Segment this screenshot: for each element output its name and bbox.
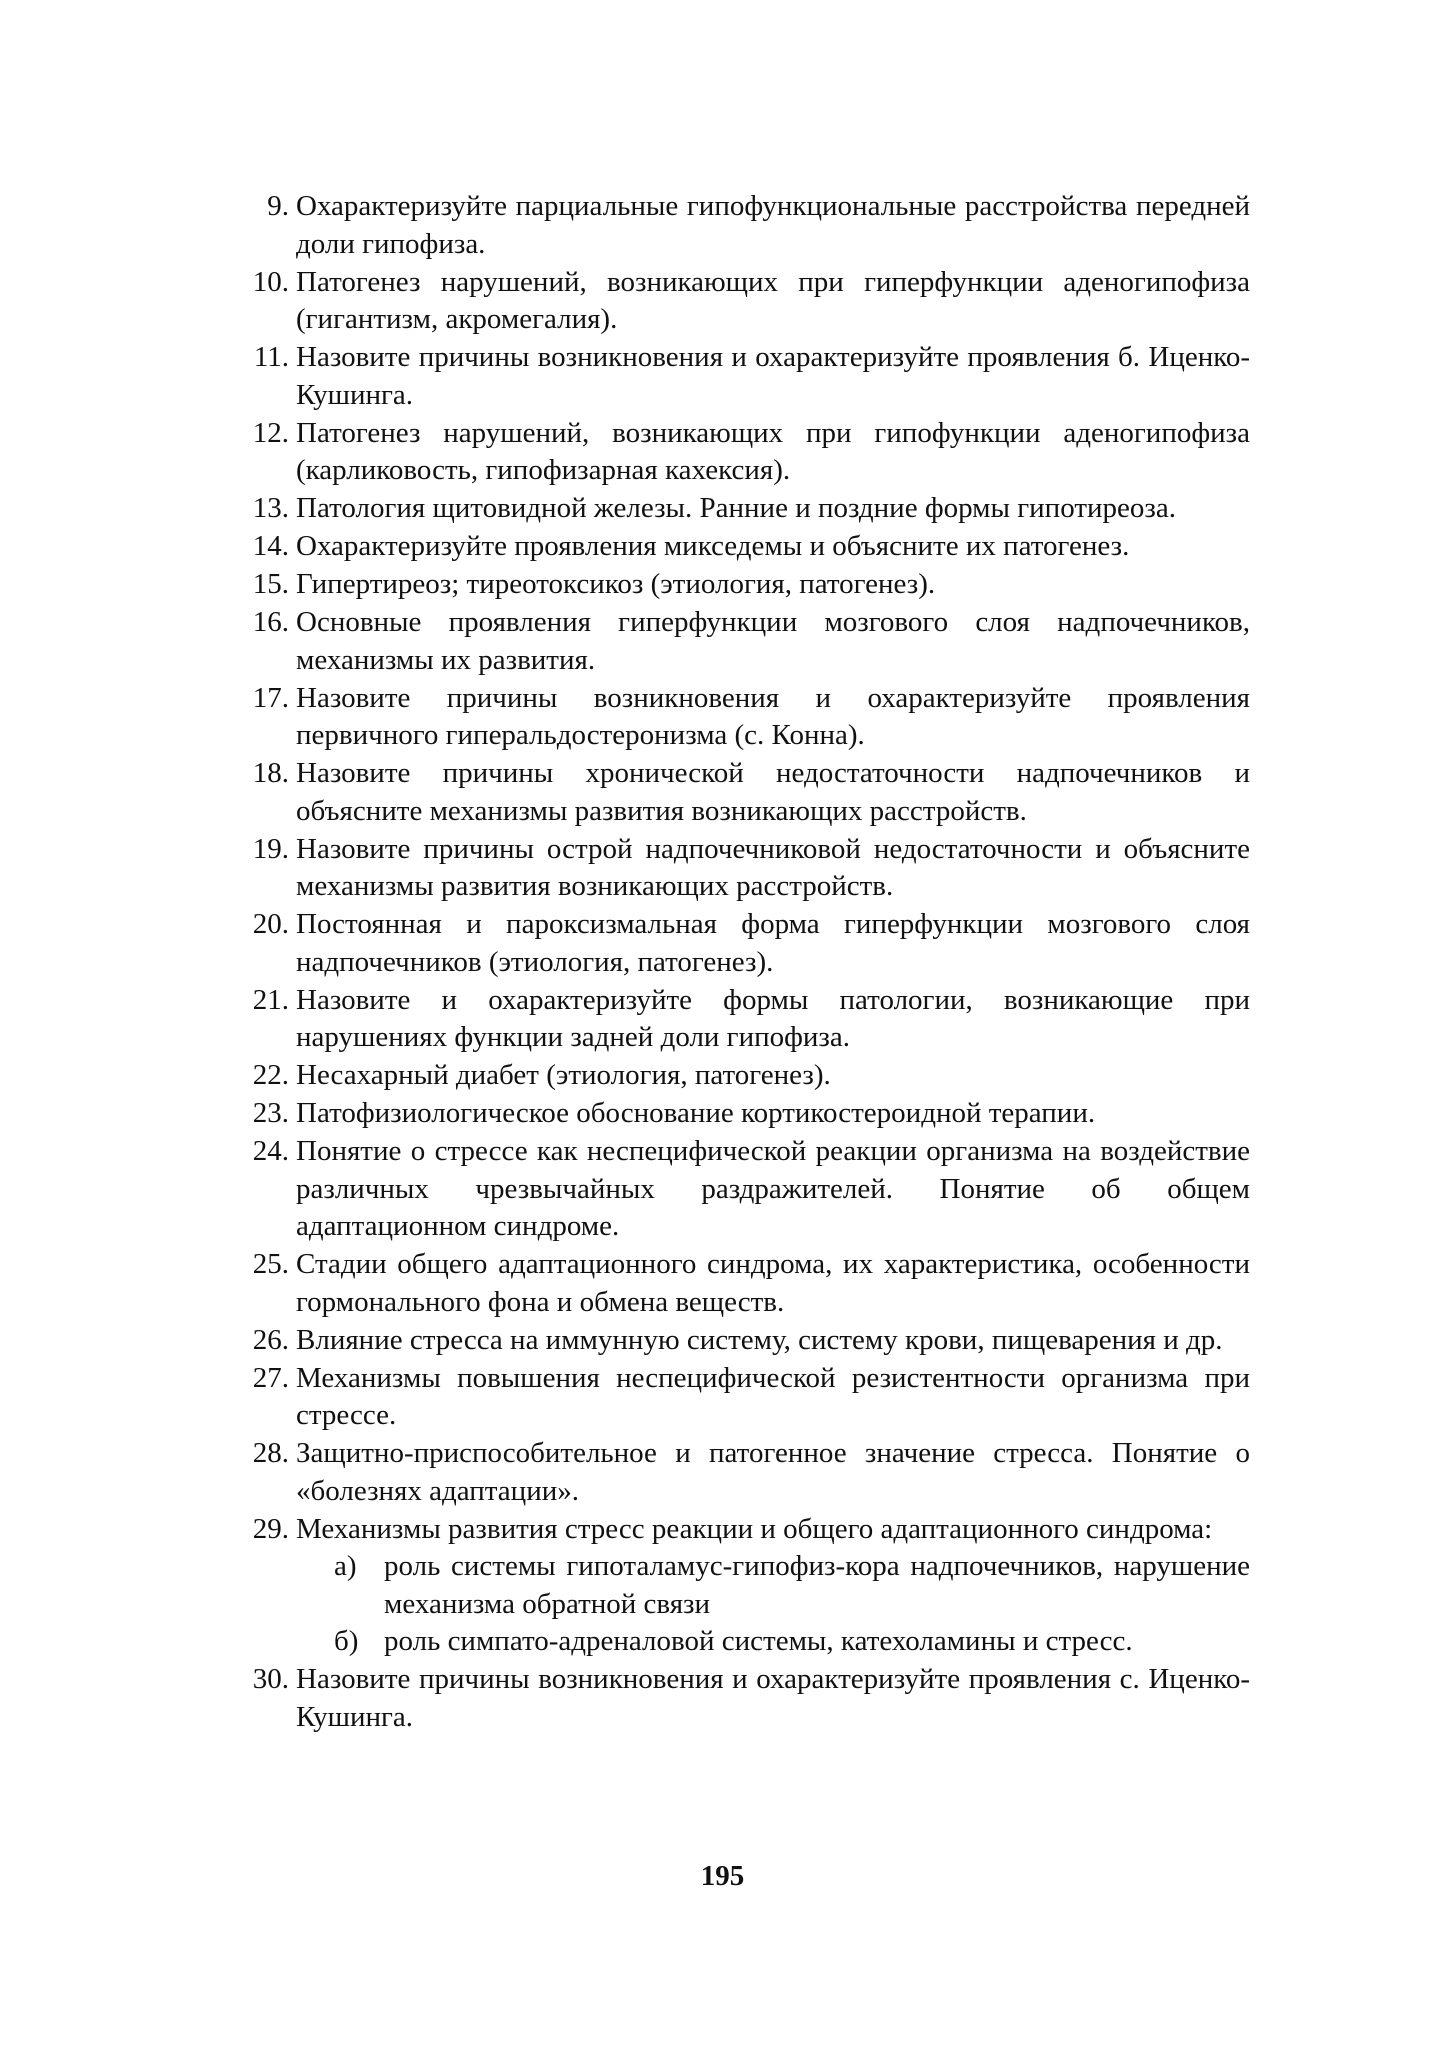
item-body [296, 1095, 1250, 1133]
list-item-20 [238, 906, 1250, 981]
item-text: Стадии общего адаптационного синдрома, их характеристика, особенности гормонального фона и обмена веществ. [296, 1248, 1250, 1318]
item-number: 11. [253, 341, 289, 373]
item-body [296, 1057, 1250, 1095]
list-item-29 [238, 1511, 1250, 1661]
item-text: Несахарный диабет (этиология, патогенез). [296, 1059, 831, 1091]
question-list-container [238, 188, 1250, 1737]
list-item-13 [238, 490, 1250, 528]
item-number: 9. [267, 190, 289, 222]
item-text: Понятие о стрессе как неспецифической реакции организма на воздействие различных чрезвычайных раздражителей. Понятие об общем адаптационном синдроме. [296, 1135, 1250, 1242]
list-item-17 [238, 680, 1250, 755]
item-text: Постоянная и пароксизмальная форма гиперфункции мозгового слоя надпочечников (этиология, патогенез). [296, 908, 1250, 978]
item-text: Охарактеризуйте парциальные гипофункциональные расстройства передней доли гипофиза. [296, 190, 1250, 260]
item-body [296, 1133, 1250, 1246]
sub-list [296, 1548, 1250, 1661]
item-number: 25. [252, 1248, 289, 1280]
item-number: 22. [252, 1059, 289, 1091]
item-body [296, 528, 1250, 566]
list-item-11 [238, 339, 1250, 414]
item-text: Охарактеризуйте проявления микседемы и объясните их патогенез. [296, 530, 1130, 562]
item-number: 17. [252, 681, 289, 714]
item-number: 26. [252, 1323, 289, 1356]
list-item-21 [238, 982, 1250, 1057]
list-item-15 [238, 566, 1250, 604]
item-text: Механизмы повышения неспецифической резистентности организма при стрессе. [296, 1361, 1250, 1431]
list-item-12 [238, 415, 1250, 490]
sub-item-letter: а) [334, 1550, 357, 1582]
page-number: 195 [700, 1860, 745, 1892]
sub-item-letter: б) [334, 1625, 359, 1657]
sub-item-a [334, 1548, 1250, 1623]
item-body [296, 490, 1250, 528]
item-body [296, 1661, 1250, 1736]
list-item-30 [238, 1661, 1250, 1736]
item-body [296, 1511, 1250, 1661]
item-body [296, 1435, 1250, 1510]
list-item-25 [238, 1246, 1250, 1321]
question-list [238, 188, 1250, 1736]
item-number: 27. [252, 1361, 289, 1394]
item-number: 10. [252, 265, 289, 298]
list-item-27 [238, 1360, 1250, 1435]
list-item-22 [238, 1057, 1250, 1095]
item-body [296, 339, 1250, 414]
item-body [296, 1246, 1250, 1321]
item-text: Патофизиологическое обоснование кортикостероидной терапии. [296, 1097, 1096, 1129]
item-text: Назовите причины возникновения и охарактеризуйте проявления с. Иценко-Кушинга. [296, 1663, 1250, 1733]
item-text: Назовите причины возникновения и охарактеризуйте проявления б. Иценко-Кушинга. [296, 341, 1250, 411]
item-number: 15. [252, 568, 289, 600]
item-number: 20. [252, 908, 289, 940]
item-body [296, 604, 1250, 679]
item-text: Назовите и охарактеризуйте формы патологии, возникающие при нарушениях функции задней доли гипофиза. [296, 983, 1250, 1053]
item-text: Патогенез нарушений, возникающих при гиперфункции аденогипофиза (гигантизм, акромегалия). [296, 265, 1250, 335]
item-body [296, 566, 1250, 604]
item-body [296, 1322, 1250, 1360]
list-item-24 [238, 1133, 1250, 1246]
item-body [296, 906, 1250, 981]
item-body [296, 264, 1250, 339]
item-text: Механизмы развития стресс реакции и общего адаптационного синдрома: [296, 1512, 1213, 1545]
item-body [296, 415, 1250, 490]
item-number: 19. [252, 832, 289, 865]
item-text: Влияние стресса на иммунную систему, систему крови, пищеварения и др. [296, 1323, 1223, 1356]
item-body [296, 755, 1250, 830]
sub-item-text: роль системы гипоталамус-гипофиз-кора надпочечников, нарушение механизма обратной связи [384, 1550, 1250, 1620]
list-item-10 [238, 264, 1250, 339]
item-text: Назовите причины возникновения и охарактеризуйте проявления первичного гиперальдостеронизма (с. Конна). [296, 681, 1250, 751]
item-number: 29. [252, 1512, 289, 1545]
list-item-26 [238, 1322, 1250, 1360]
list-item-19 [238, 831, 1250, 906]
item-text: Назовите причины хронической недостаточности надпочечников и объясните механизмы развития возникающих расстройств. [296, 757, 1250, 827]
item-number: 21. [252, 983, 289, 1016]
item-number: 14. [252, 530, 289, 562]
item-text: Гипертиреоз; тиреотоксикоз (этиология, патогенез). [296, 568, 936, 600]
item-body [296, 982, 1250, 1057]
item-body [296, 1360, 1250, 1435]
item-body [296, 680, 1250, 755]
item-number: 13. [252, 492, 289, 524]
list-item-9 [238, 188, 1250, 263]
item-number: 18. [252, 757, 289, 789]
item-text: Патология щитовидной железы. Ранние и поздние формы гипотиреоза. [296, 492, 1176, 524]
item-text: Защитно-приспособительное и патогенное значение стресса. Понятие о «болезнях адаптации». [296, 1437, 1250, 1507]
list-item-14 [238, 528, 1250, 566]
item-body [296, 831, 1250, 906]
list-item-28 [238, 1435, 1250, 1510]
item-number: 12. [252, 416, 289, 449]
list-item-23 [238, 1095, 1250, 1133]
list-item-18 [238, 755, 1250, 830]
item-body [296, 188, 1250, 263]
item-number: 28. [252, 1437, 289, 1469]
sub-item-b [334, 1623, 1250, 1661]
item-text: Патогенез нарушений, возникающих при гипофункции аденогипофиза (карликовость, гипофизарная кахексия). [296, 416, 1250, 486]
item-text: Основные проявления гиперфункции мозгового слоя надпочечников, механизмы их развития. [296, 606, 1250, 676]
sub-item-text: роль симпато-адреналовой системы, катехоламины и стресс. [384, 1625, 1133, 1657]
item-number: 23. [252, 1097, 289, 1129]
list-item-16 [238, 604, 1250, 679]
item-text: Назовите причины острой надпочечниковой недостаточности и объясните механизмы развития возникающих расстройств. [296, 832, 1250, 902]
item-number: 24. [252, 1135, 289, 1167]
item-number: 30. [252, 1663, 289, 1695]
item-number: 16. [252, 606, 289, 638]
